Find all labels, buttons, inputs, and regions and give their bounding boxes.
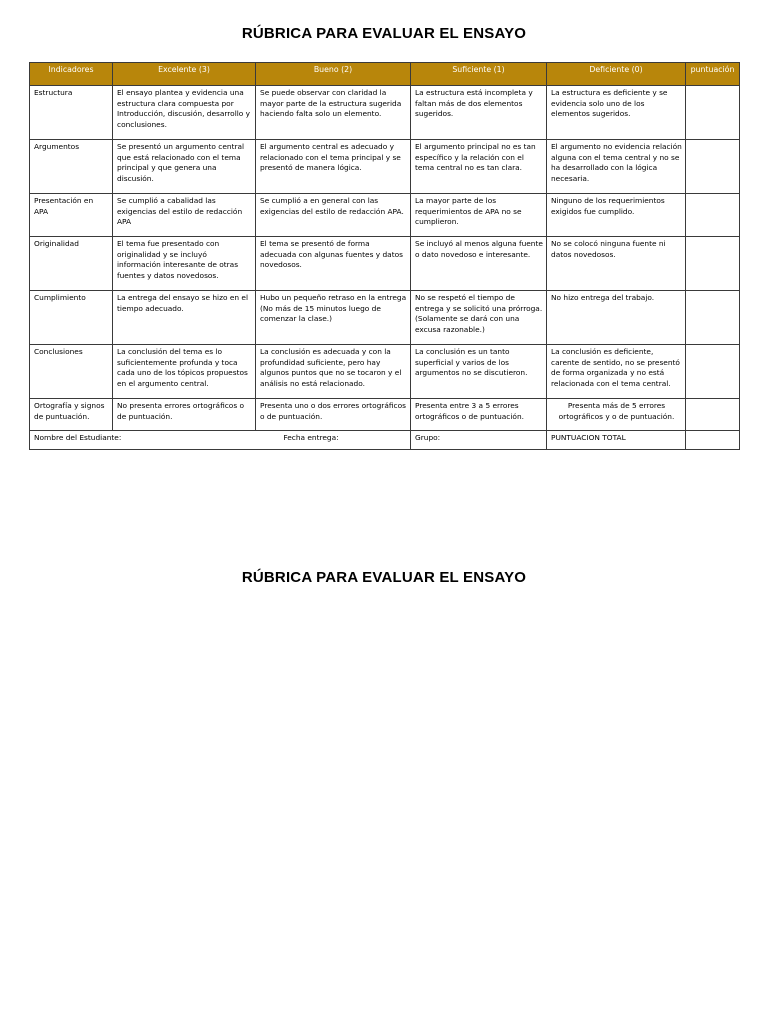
indicator-cell: Argumentos (30, 140, 113, 194)
excelente-cell: Se presentó un argumento central que está relacionado con el tema principal y que genera una discusión. (113, 140, 256, 194)
footer-group-cell[interactable] (411, 431, 547, 450)
excelente-cell: Se cumplió a cabalidad las exigencias del estilo de redacción APA (113, 194, 256, 237)
footer-total-cell (547, 431, 686, 450)
page-title-repeat: RÚBRICA PARA EVALUAR EL ENSAYO (241, 569, 527, 586)
delivery-date-label: Fecha entrega: (283, 433, 339, 442)
deficiente-cell: La conclusión es deficiente, carente de sentido, no se presentó de forma organizada y no está relacionada con el tema central. (547, 345, 686, 399)
indicator-cell: Estructura (30, 86, 113, 140)
table-row (30, 399, 740, 431)
suficiente-cell: La estructura está incompleta y faltan más de dos elementos sugeridos. (411, 86, 547, 140)
table-row (30, 140, 740, 194)
deficiente-cell: La estructura es deficiente y se evidencia solo uno de los elementos sugeridos. (547, 86, 686, 140)
excelente-cell: El tema fue presentado con originalidad y se incluyó información interesante de otras fuentes y datos novedosos. (113, 237, 256, 291)
bueno-cell: El argumento central es adecuado y relacionado con el tema principal y se presentó de manera lógica. (256, 140, 411, 194)
header-indicadores: Indicadores (30, 63, 113, 86)
suficiente-cell: La mayor parte de los requerimientos de APA no se cumplieron. (411, 194, 547, 237)
footer-row (30, 431, 740, 450)
table-row (30, 345, 740, 399)
header-bueno: Bueno (2) (256, 63, 411, 86)
excelente-cell: No presenta errores ortográficos o de puntuación. (113, 399, 256, 431)
indicator-cell: Presentación en APA (30, 194, 113, 237)
indicator-cell: Conclusiones (30, 345, 113, 399)
deficiente-cell: Ninguno de los requerimientos exigidos fue cumplido. (547, 194, 686, 237)
deficiente-cell: Presenta más de 5 errores ortográficos y o de puntuación. (547, 399, 686, 431)
student-name-label: Nombre del Estudiante: (34, 433, 122, 442)
deficiente-cell: No hizo entrega del trabajo. (547, 291, 686, 345)
bueno-cell: El tema se presentó de forma adecuada con algunas fuentes y datos novedosos. (256, 237, 411, 291)
table-row (30, 291, 740, 345)
excelente-cell: El ensayo plantea y evidencia una estructura clara compuesta por Introducción, discusión, desarrollo y conclusiones. (113, 86, 256, 140)
table-row (30, 86, 740, 140)
bueno-cell: La conclusión es adecuada y con la profundidad suficiente, pero hay algunos puntos que no se tocaron y el análisis no está relacionado. (256, 345, 411, 399)
indicator-cell: Originalidad (30, 237, 113, 291)
table-row (30, 237, 740, 291)
total-score-value[interactable] (686, 431, 740, 450)
page-title: RÚBRICA PARA EVALUAR EL ENSAYO (241, 25, 527, 42)
suficiente-cell: El argumento principal no es tan específico y la relación con el tema central no es tan clara. (411, 140, 547, 194)
puntuacion-cell[interactable] (686, 399, 740, 431)
suficiente-cell: Se incluyó al menos alguna fuente o dato novedoso e interesante. (411, 237, 547, 291)
table-row (30, 194, 740, 237)
bueno-cell: Se puede observar con claridad la mayor parte de la estructura sugerida haciendo falta solo un elemento. (256, 86, 411, 140)
header-suficiente: Suficiente (1) (411, 63, 547, 86)
group-label: Grupo: (415, 433, 441, 442)
puntuacion-cell[interactable] (686, 86, 740, 140)
indicator-cell: Cumplimiento (30, 291, 113, 345)
puntuacion-cell[interactable] (686, 291, 740, 345)
excelente-cell: La conclusión del tema es lo suficientemente profunda y toca cada uno de los tópicos propuestos en el argumento central. (113, 345, 256, 399)
puntuacion-cell[interactable] (686, 237, 740, 291)
suficiente-cell: La conclusión es un tanto superficial y varios de los argumentos no se discutieron. (411, 345, 547, 399)
bueno-cell: Se cumplió a en general con las exigencias del estilo de redacción APA. (256, 194, 411, 237)
rubric-table (29, 62, 740, 450)
indicator-cell: Ortografía y signos de puntuación. (30, 399, 113, 431)
deficiente-cell: No se colocó ninguna fuente ni datos novedosos. (547, 237, 686, 291)
footer-student-cell[interactable] (30, 431, 411, 450)
header-excelente: Excelente (3) (113, 63, 256, 86)
deficiente-cell: El argumento no evidencia relación alguna con el tema central y no se ha desarrollado con la lógica necesaria. (547, 140, 686, 194)
header-puntuacion: puntuación (686, 63, 740, 86)
puntuacion-cell[interactable] (686, 140, 740, 194)
puntuacion-cell[interactable] (686, 345, 740, 399)
header-row (30, 63, 740, 86)
bueno-cell: Hubo un pequeño retraso en la entrega (No más de 15 minutos luego de comenzar la clase.) (256, 291, 411, 345)
excelente-cell: La entrega del ensayo se hizo en el tiempo adecuado. (113, 291, 256, 345)
total-score-label: PUNTUACION TOTAL (551, 433, 626, 442)
suficiente-cell: No se respetó el tiempo de entrega y se solicitó una prórroga. (Solamente se dará con una excusa razonable.) (411, 291, 547, 345)
header-deficiente: Deficiente (0) (547, 63, 686, 86)
puntuacion-cell[interactable] (686, 194, 740, 237)
suficiente-cell: Presenta entre 3 a 5 errores ortográficos o de puntuación. (411, 399, 547, 431)
bueno-cell: Presenta uno o dos errores ortográficos o de puntuación. (256, 399, 411, 431)
